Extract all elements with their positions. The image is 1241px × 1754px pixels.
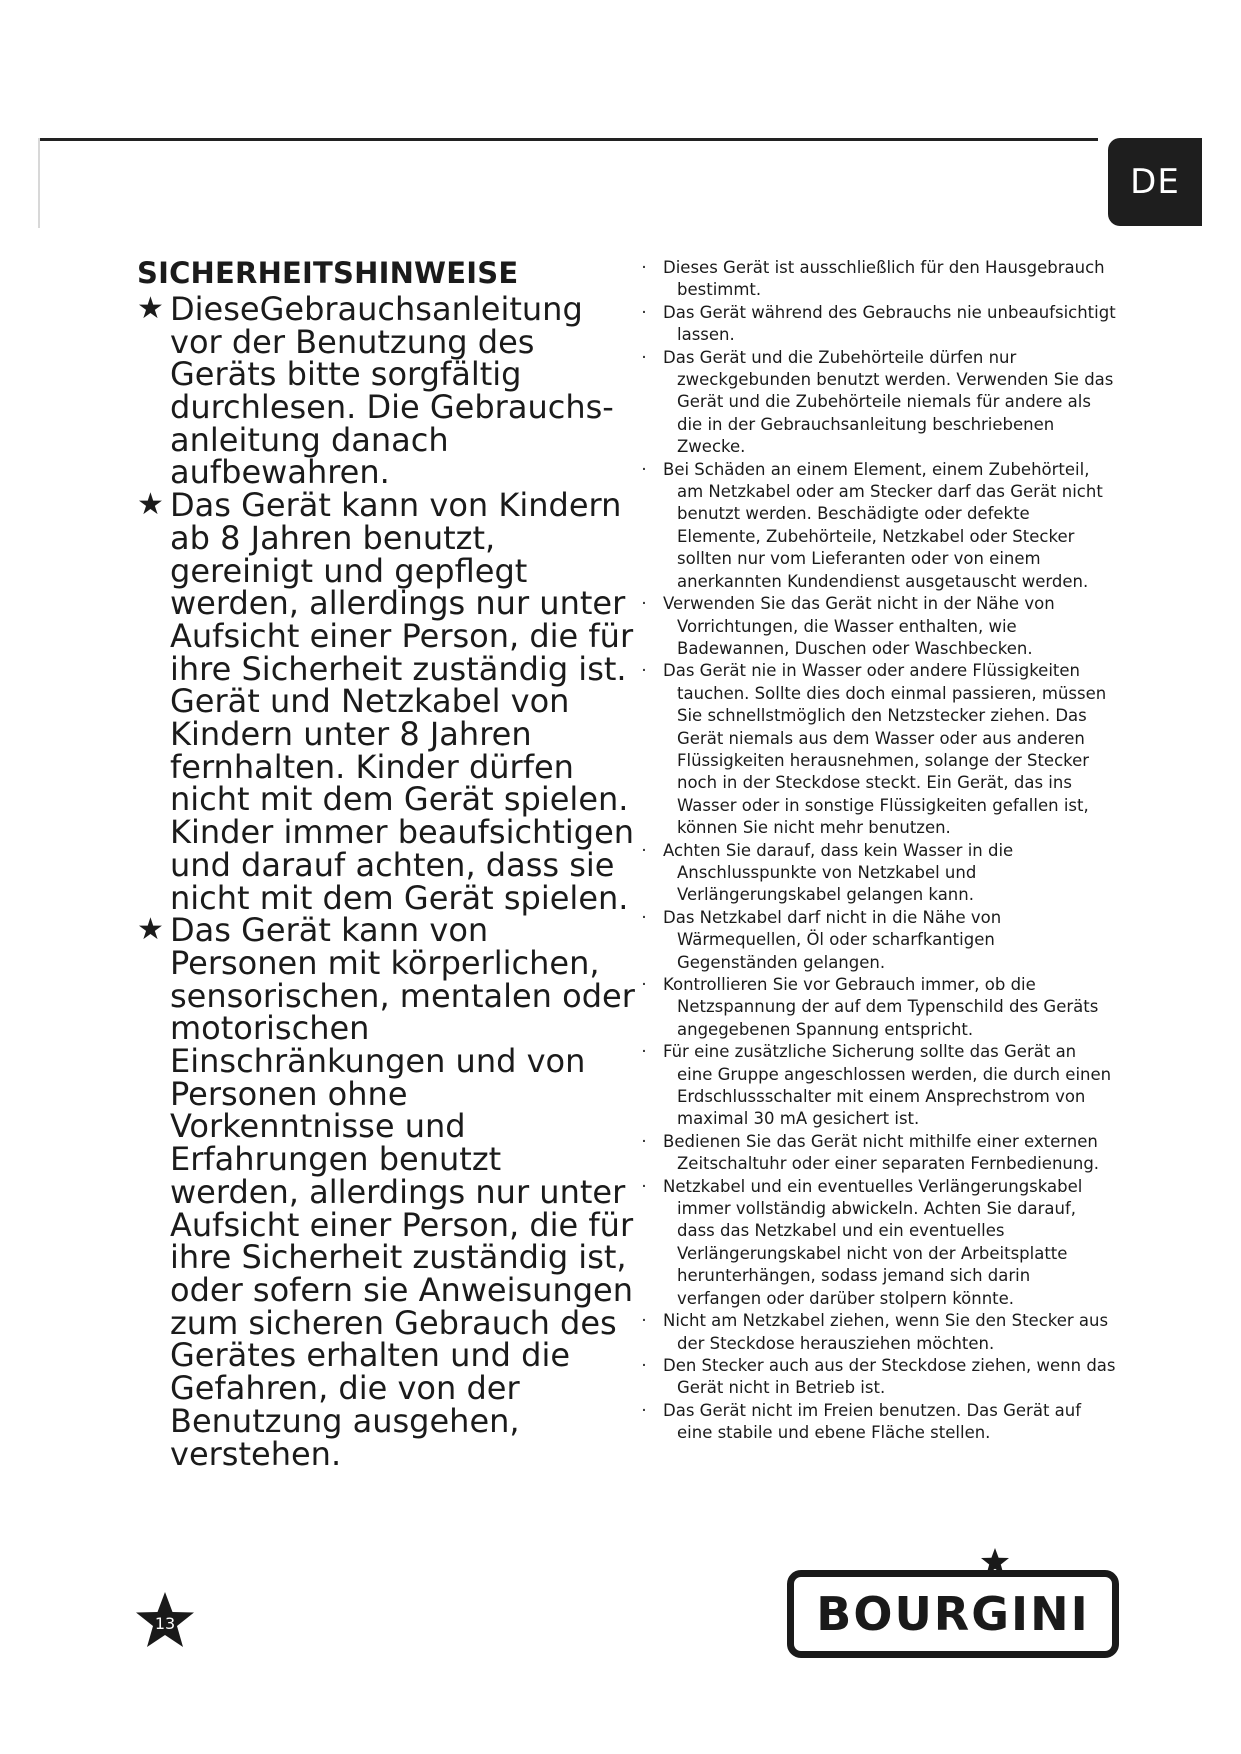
list-item (637, 1041, 1122, 1131)
star-icon: ★ (137, 290, 164, 326)
dot-icon: · (641, 459, 647, 479)
list-item-text: Dieses Gerät ist ausschließlich für den Hausgebrauch bestimmt. (663, 258, 1105, 300)
list-item-text: Achten Sie darauf, dass kein Wasser in die Anschlusspunkte von Netzkabel und Verlängerungskabel gelangen kann. (663, 840, 1014, 905)
list-item-text: Kontrollieren Sie vor Gebrauch immer, ob die Netzspannung der auf dem Typenschild des Geräts angegebenen Spannung entspricht. (663, 975, 1099, 1039)
safety-item-text: Das Gerät kann von Kindern ab 8 Jahren benutzt, gereinigt und gepflegt werden, allerdings nur unter Aufsicht einer Person, die für ihre Sicherheit zuständig ist. Gerät und Netzkabel von Kindern unter 8 Jahren fernhalten. Kinder dürfen nicht mit dem Gerät spielen. Kinder immer beaufsichtigen und darauf achten, dass sie nicht mit dem Gerät spielen. (170, 486, 635, 917)
list-item-text: Das Gerät nie in Wasser oder andere Flüssigkeiten tauchen. Sollte dies doch einmal passieren, müssen Sie schnellstmöglich den Netzstecker ziehen. Das Gerät niemals aus dem Wasser oder aus anderen Flüssigkeiten herausnehmen, solange der Stecker noch in der Steckdose steckt. Ein Gerät, das ins Wasser oder in sonstige Flüssigkeiten gefallen ist, können Sie nicht mehr benutzen. (663, 661, 1107, 838)
safety-item (137, 911, 637, 1473)
dot-icon: · (641, 907, 647, 927)
list-item (637, 1400, 1122, 1445)
safety-instructions-main (137, 256, 637, 1473)
header-left-rule (38, 138, 40, 228)
list-item (637, 257, 1122, 302)
list-item (637, 974, 1122, 1041)
list-item-text: Das Gerät während des Gebrauchs nie unbeaufsichtigt lassen. (663, 302, 1116, 345)
list-item-text: Nicht am Netzkabel ziehen, wenn Sie den Stecker aus der Steckdose herausziehen möchten. (663, 1311, 1109, 1353)
dot-icon: · (641, 1042, 647, 1062)
list-item-text: Den Stecker auch aus der Steckdose ziehen, wenn das Gerät nicht in Betrieb ist. (663, 1355, 1116, 1398)
list-item (637, 347, 1122, 459)
list-item (637, 1355, 1122, 1400)
brand-name: BOURGINI (816, 1587, 1090, 1641)
logo-star-icon (980, 1547, 1010, 1577)
list-item (637, 459, 1122, 593)
list-item (637, 1131, 1122, 1176)
safety-instructions-list (637, 257, 1122, 1445)
list-item (637, 1176, 1122, 1310)
language-tab: DE (1108, 138, 1202, 226)
section-heading: SICHERHEITSHINWEISE (137, 256, 519, 290)
list-item (637, 1310, 1122, 1355)
list-item-text: Verwenden Sie das Gerät nicht in der Nähe von Vorrichtungen, die Wasser enthalten, wie Badewannen, Duschen oder Waschbecken. (663, 594, 1055, 658)
star-icon: ★ (137, 487, 164, 523)
list-item-text: Für eine zusätzliche Sicherung sollte das Gerät an eine Gruppe angeschlossen werden, die durch einen Erdschlussschalter mit einem Ansprechstrom von maximal 30 mA gesichert ist. (663, 1042, 1112, 1129)
list-item-text: Das Gerät nicht im Freien benutzen. Das Gerät auf eine stabile und ebene Fläche stellen. (663, 1400, 1082, 1443)
dot-icon: · (641, 1355, 647, 1375)
dot-icon: · (641, 594, 647, 614)
list-item (637, 660, 1122, 839)
dot-icon: · (641, 1311, 647, 1331)
safety-item (137, 486, 637, 917)
list-item (637, 840, 1122, 907)
dot-icon: · (641, 1131, 647, 1151)
dot-icon: · (641, 840, 647, 860)
dot-icon: · (641, 302, 647, 322)
list-item (637, 593, 1122, 660)
list-item-text: Bedienen Sie das Gerät nicht mithilfe einer externen Zeitschaltuhr oder einer separaten Fernbedienung. (663, 1131, 1100, 1174)
list-item-text: Bei Schäden an einem Element, einem Zubehörteil, am Netzkabel oder am Stecker darf das Gerät nicht benutzt werden. Beschädigte oder defekte Elemente, Zubehörteile, Netzkabel oder Stecker sollten nur vom Lieferanten oder von einem anerkannten Kundendienst ausgetauscht werden. (663, 459, 1103, 591)
safety-item-text: DieseGebrauchsanleitung vor der Benutzung des Geräts bitte sorgfältig durchlesen. Die Gebrauchs-anleitung danach aufbewahren. (170, 289, 614, 492)
dot-icon: · (641, 1400, 647, 1420)
list-item-text: Das Netzkabel darf nicht in die Nähe von Wärmequellen, Öl oder scharfkantigen Gegenständen gelangen. (663, 907, 1002, 972)
page-number-text: 13 (154, 1613, 176, 1633)
dot-icon: · (641, 347, 647, 367)
brand-logo (787, 1570, 1119, 1658)
safety-item (137, 289, 637, 492)
page-number (134, 1590, 196, 1650)
list-item (637, 302, 1122, 347)
star-icon: ★ (137, 912, 164, 948)
list-item-text: Das Gerät und die Zubehörteile dürfen nur zweckgebunden benutzt werden. Verwenden Sie das Gerät und die Zubehörteile niemals für andere als die in der Gebrauchsanleitung beschriebenen Zwecke. (663, 347, 1114, 457)
dot-icon: · (641, 975, 647, 994)
safety-item-text: Das Gerät kann von Personen mit körperlichen, sensorischen, mentalen oder motorischen Einschränkungen und von Personen ohne Vorkenntnisse und Erfahrungen benutzt werden, allerdings nur unter Aufsicht einer Person, die für ihre Sicherheit zuständig ist, oder sofern sie Anweisungen zum sicheren Gebrauch des Gerätes erhalten und die Gefahren, die von der Benutzung ausgehen, verstehen. (170, 911, 635, 1473)
dot-icon: · (641, 661, 647, 681)
header-rule (38, 138, 1098, 141)
dot-icon: · (641, 1176, 647, 1196)
list-item (637, 907, 1122, 974)
dot-icon: · (641, 258, 647, 277)
list-item-text: Netzkabel und ein eventuelles Verlängerungskabel immer vollständig abwickeln. Achten Sie darauf, dass das Netzkabel und ein eventuelles Verlängerungskabel nicht von der Arbeitsplatte herunterhängen, sodass jemand sich darin verfangen oder darüber stolpern könnte. (663, 1176, 1083, 1308)
